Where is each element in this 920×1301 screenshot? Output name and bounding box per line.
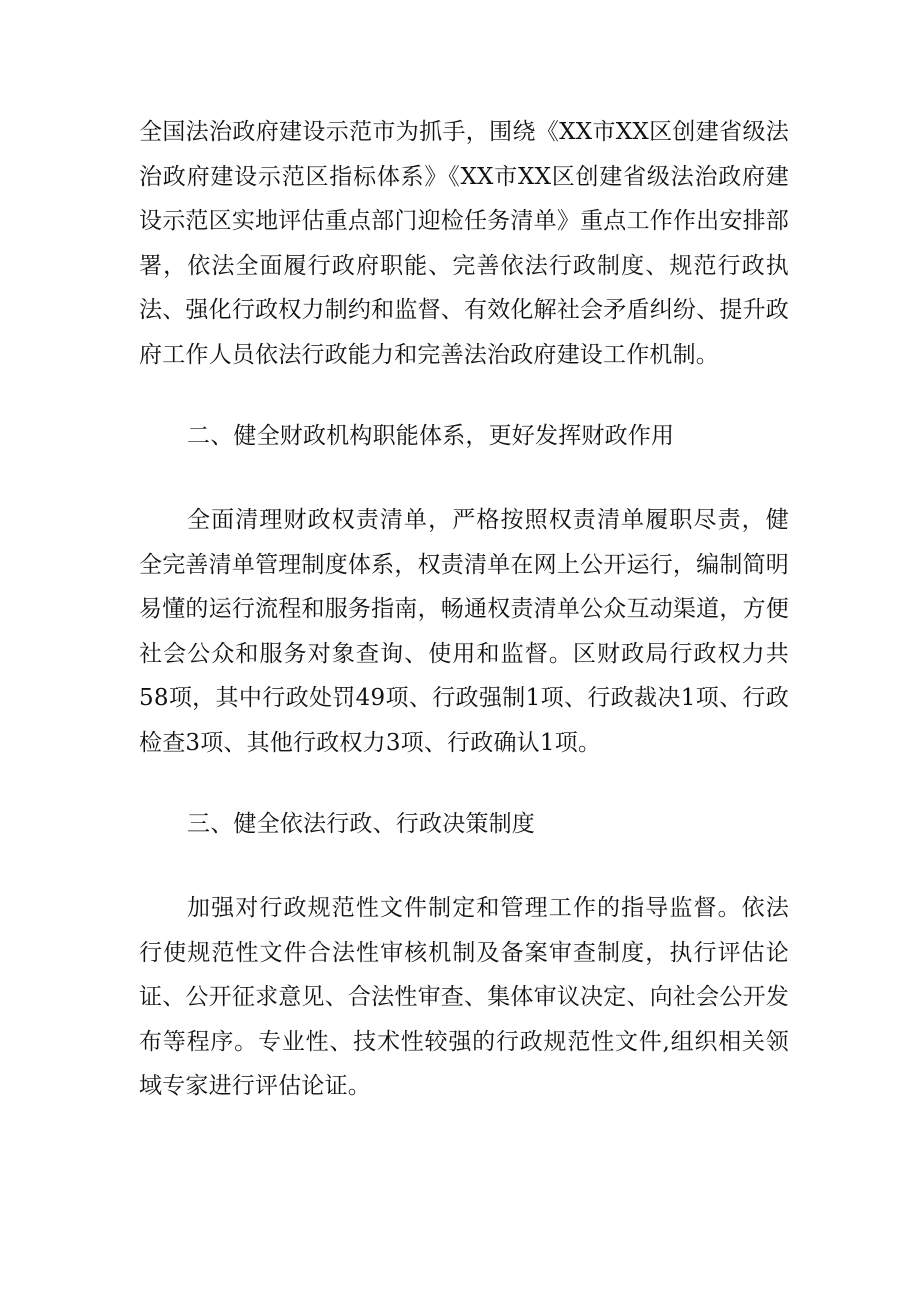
paragraph-section-3: 加强对行政规范性文件制定和管理工作的指导监督。依法行使规范性文件合法性审核机制及备案审查制度，执行评估论证、公开征求意见、合法性审查、集体审议决定、向社会公开发布等程序。专业性、技术性较强的行政规范性文件,组织相关领域专家进行评估论证。 [139, 895, 789, 1099]
paragraph-section-2: 全面清理财政权责清单，严格按照权责清单履职尽责，健全完善清单管理制度体系，权责清单在网上公开运行，编制简明易懂的运行流程和服务指南，畅通权责清单公众互动渠道，方便社会公众和服务对象查询、使用和监督。区财政局行政权力共58项，其中行政处罚49项、行政强制1项、行政裁决1项、行政检查3项、其他行政权力3项、行政确认1项。 [139, 507, 789, 756]
section-heading-3: 三、健全依法行政、行政决策制度 [187, 811, 535, 837]
section-heading-2: 二、健全财政机构职能体系，更好发挥财政作用 [187, 423, 675, 449]
paragraph-continued: 全国法治政府建设示范市为抓手，围绕《XX市XX区创建省级法治政府建设示范区指标体系》《XX市XX区创建省级法治政府建设示范区实地评估重点部门迎检任务清单》重点工作作出安排部署，依法全面履行政府职能、完善依法行政制度、规范行政执法、强化行政权力制约和监督、有效化解社会矛盾纠纷、提升政府工作人员依法行政能力和完善法治政府建设工作机制。 [139, 119, 789, 368]
